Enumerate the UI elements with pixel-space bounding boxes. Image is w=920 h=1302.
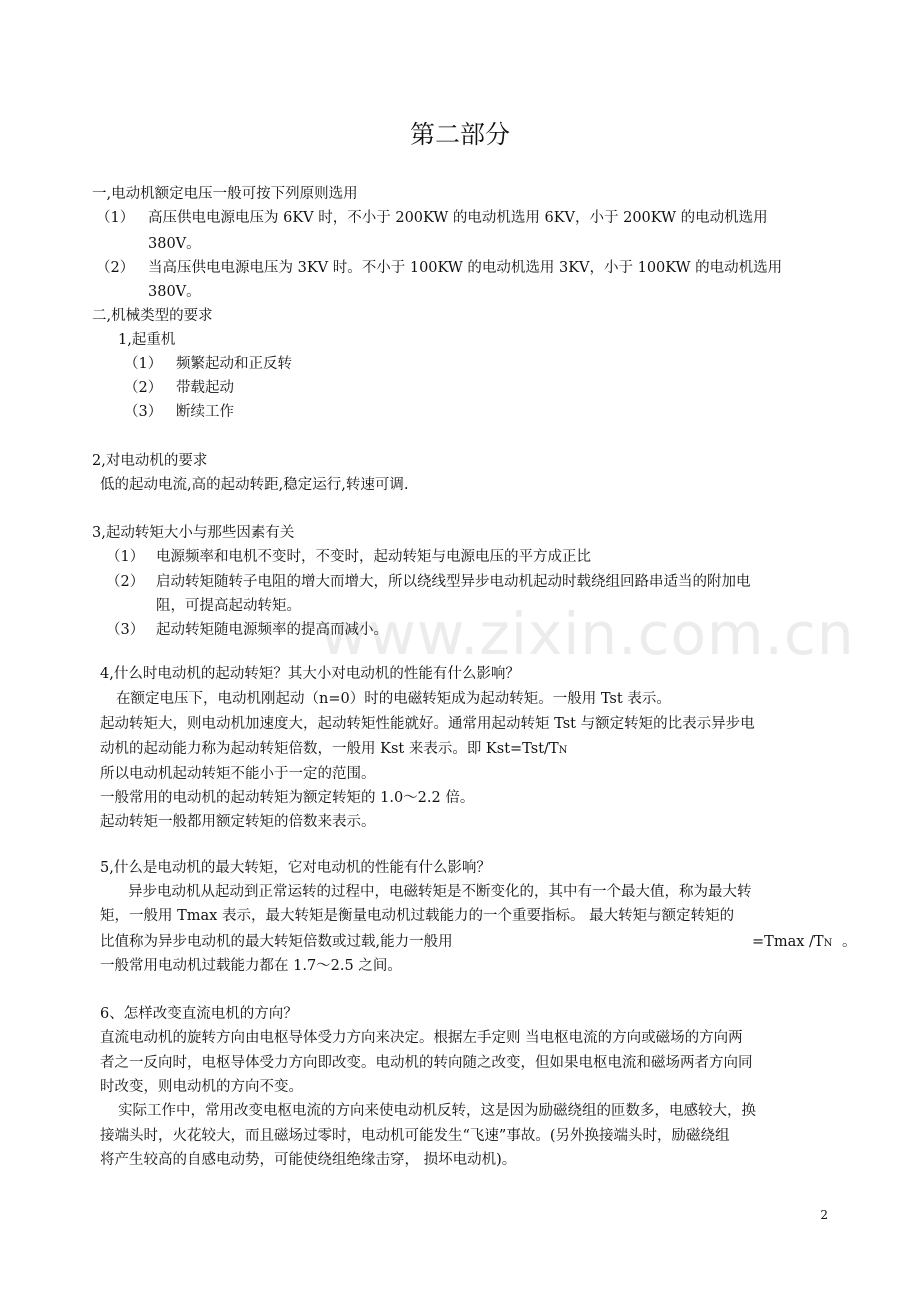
page-title: 第二部分 (409, 120, 510, 149)
section2-item1-text: 频繁起动和正反转 (176, 356, 292, 372)
section5-paragraph5: 起动转矩一般都用额定转矩的倍数来表示。 (100, 814, 376, 830)
section2-item2-number: （2） (124, 380, 163, 396)
section7-line6: 将产生较高的自感电动势，可能使绕组绝缘击穿， 损坏电动机)。 (100, 1152, 517, 1168)
section4-item1-text: 电源频率和电机不变时，不变时，起动转矩与电源电压的平方成正比 (156, 549, 591, 565)
section7-line2: 者之一反向时，电枢导体受力方向即改变。电动机的转向随之改变，但如果电枢电流和磁场两者方向同 (100, 1055, 753, 1071)
overload-formula (752, 932, 832, 954)
section7-line1: 直流电动机的旋转方向由电枢导体受力方向来决定。根据左手定则 当电枢电流的方向或磁场的方向两 (100, 1030, 743, 1046)
section6-line4: 一般常用电动机过载能力都在 1.7～2.5 之间。 (100, 958, 402, 974)
section6-line3: 比值称为异步电动机的最大转矩倍数或过载,能力一般用 (100, 934, 453, 950)
section1-item1-line1: 高压供电电源电压为 6KV 时，不小于 200KW 的电动机选用 6KV，小于 200KW 的电动机选用 (148, 210, 768, 226)
section5-paragraph2-line1: 起动转矩大，则电动机加速度大，起动转矩性能就好。通常用起动转矩 Tst 与额定转矩的比表示异步电 (100, 716, 755, 732)
section3-heading: 2,对电动机的要求 (92, 453, 208, 469)
section2-item1-number: （1） (124, 356, 163, 372)
section2-item2-text: 带载起动 (176, 380, 234, 396)
section5-paragraph3: 所以电动机起动转矩不能小于一定的范围。 (100, 766, 376, 782)
section2-item3-number: （3） (124, 404, 163, 420)
section4-item2-number: （2） (106, 574, 145, 590)
kst-formula: 动机的起动能力称为起动转矩倍数，一般用 Kst 来表示。即 Kst=Tst/T (100, 741, 559, 757)
page-number: 2 (820, 1208, 828, 1222)
section6-heading: 5,什么是电动机的最大转矩，它对电动机的性能有什么影响？ (100, 860, 491, 876)
section4-heading: 3,起动转矩大小与那些因素有关 (92, 525, 295, 541)
section6-line1: 异步电动机从起动到正常运转的过程中，电磁转矩是不断变化的，其中有一个最大值，称为最大转 (128, 884, 752, 900)
section2-heading: 二,机械类型的要求 (92, 308, 213, 324)
section5-paragraph4: 一般常用的电动机的起动转矩为额定转矩的 1.0～2.2 倍。 (100, 790, 475, 806)
section1-item1-number: （1） (96, 210, 135, 226)
section6-line2: 矩，一般用 Tmax 表示，最大转矩是衡量电动机过载能力的一个重要指标。 最大转矩与额定转矩的 (100, 908, 735, 924)
section4-item1-number: （1） (106, 549, 145, 565)
section1-item1-line2: 380V。 (148, 236, 201, 252)
section5-paragraph1: 在额定电压下，电动机刚起动（n=0）时的电磁转矩成为起动转矩。一般用 Tst 表示。 (116, 691, 671, 707)
section4-item2-line2: 阻，可提高起动转矩。 (156, 598, 301, 614)
section4-item2-line1: 启动转矩随转子电阻的增大而增大，所以绕线型异步电动机起动时载绕组回路串适当的附加电 (156, 574, 751, 590)
overload-formula-text: =Tmax /T (752, 934, 824, 950)
section2-item3-text: 断续工作 (176, 404, 234, 420)
section6-line3-end: 。 (842, 934, 857, 950)
section1-item2-line2: 380V。 (148, 284, 201, 300)
section5-heading: 4,什么时电动机的起动转矩？其大小对电动机的性能有什么影响？ (100, 666, 520, 682)
section1-heading: 一,电动机额定电压一般可按下列原则选用 (92, 186, 358, 202)
section7-heading: 6、怎样改变直流电机的方向？ (100, 1006, 298, 1022)
section7-line4: 实际工作中，常用改变电枢电流的方向来使电动机反转，这是因为励磁绕组的匝数多，电感较大，换 (118, 1103, 756, 1119)
overload-formula-subscript: N (823, 938, 833, 949)
section1-item2-line1: 当高压供电电源电压为 3KV 时。不小于 100KW 的电动机选用 3KV，小于 100KW 的电动机选用 (148, 260, 783, 276)
section2-subheading: 1,起重机 (118, 332, 176, 348)
section5-paragraph2-line2 (100, 739, 567, 761)
section7-line3: 时改变，则电动机的方向不变。 (100, 1079, 303, 1095)
section4-item3-number: （3） (106, 622, 145, 638)
section3-text: 低的起动电流,高的起动转距,稳定运行,转速可调. (100, 477, 409, 493)
section1-item2-number: （2） (96, 260, 135, 276)
watermark: www.zixin.com.cn (320, 600, 855, 668)
section4-item3-text: 起动转矩随电源频率的提高而减小。 (156, 622, 388, 638)
section7-line5: 接端头时，火花较大，而且磁场过零时，电动机可能发生“飞速”事故。(另外换接端头时，励磁绕组 (100, 1128, 730, 1144)
kst-formula-subscript: N (558, 745, 568, 756)
